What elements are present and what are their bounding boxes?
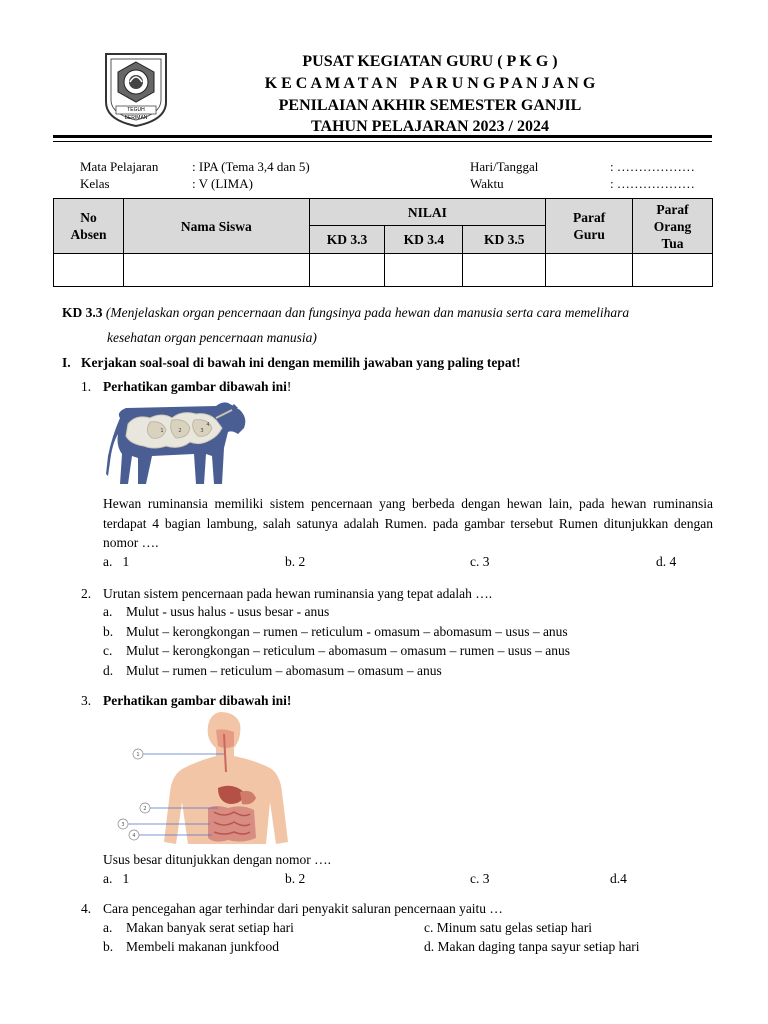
nama-siswa-cell[interactable] [123, 254, 309, 287]
q4-option-b[interactable]: Membeli makanan junkfood [126, 939, 279, 954]
q3-option-a[interactable]: a. 1 [103, 871, 130, 886]
nama-siswa-header: Nama Siswa [123, 199, 309, 254]
kd-code: KD 3.3 [62, 305, 103, 320]
q2-option-d-label: d. [103, 663, 114, 678]
paraf-ortu-cell[interactable] [633, 254, 713, 287]
header-line4: TAHUN PELAJARAN 2023 / 2024 [311, 118, 549, 135]
q1-text: Hewan ruminansia memiliki sistem pencernaan yang berbeda dengan hewan lain, pada hewan ruminansia terdapat 4 bagian lambung, salah satunya adalah Rumen. pada gambar tersebut Rumen ditunjukkan dengan nomor …. [103, 496, 713, 550]
q2-text: Urutan sistem pencernaan pada hewan ruminansia yang tepat adalah …. [103, 586, 493, 601]
q3-number: 3. [81, 693, 92, 708]
q4-option-c[interactable]: c. Minum satu gelas setiap hari [424, 920, 592, 935]
waktu-value: : ……………… [610, 176, 695, 191]
q2-option-b[interactable]: Mulut – kerongkongan – rumen – reticulum - omasum – abomasum – usus – anus [126, 624, 568, 639]
kd33-header: KD 3.3 [309, 226, 385, 254]
q1-title-end: ! [286, 379, 292, 394]
cow-label-1: 1 [160, 428, 164, 434]
q2-number: 2. [81, 586, 92, 601]
kd35-cell[interactable] [463, 254, 546, 287]
header-line2: K E C A M A T A N P A R U N G P A N J A N G [264, 75, 596, 92]
q2-option-c[interactable]: Mulut – kerongkongan – reticulum – abomasum – omasum – rumen – usus – anus [126, 643, 570, 658]
q2-option-b-label: b. [103, 624, 114, 639]
q2-option-a-label: a. [103, 604, 113, 619]
kd-desc-1: (Menjelaskan organ pencernaan dan fungsinya pada hewan dan manusia serta cara memelihara [105, 305, 630, 320]
q1-option-c[interactable]: c. 3 [470, 554, 490, 569]
logo-motto: TEGUH BERIMAN [124, 107, 148, 121]
q1-option-d[interactable]: d. 4 [656, 554, 677, 569]
human-label-2: 2 [143, 806, 147, 812]
q3-text: Usus besar ditunjukkan dengan nomor …. [103, 852, 331, 867]
q1-title [103, 378, 291, 395]
cow-digestive-image [106, 396, 256, 488]
q4-option-b-label: b. [103, 939, 114, 954]
q2-option-c-label: c. [103, 643, 113, 658]
kd34-cell[interactable] [385, 254, 463, 287]
q1-title-text: Perhatikan gambar dibawah ini [103, 379, 287, 394]
paraf-guru-cell[interactable] [546, 254, 633, 287]
header-line1: PUSAT KEGIATAN GURU ( P K G ) [302, 53, 558, 70]
q3-option-d[interactable]: d.4 [610, 871, 627, 886]
human-label-3: 3 [121, 822, 125, 828]
cow-label-4: 4 [206, 422, 210, 428]
q4-option-a-label: a. [103, 920, 113, 935]
grade-table [53, 198, 713, 287]
cow-label-2: 2 [178, 428, 182, 434]
human-label-4: 4 [132, 833, 136, 839]
kelas-value: : V (LIMA) [192, 176, 253, 191]
q2-option-d[interactable]: Mulut – rumen – reticulum – abomasum – omasum – anus [126, 663, 442, 678]
hari-label: Hari/Tanggal [470, 159, 539, 174]
nilai-header: NILAI [309, 199, 546, 226]
no-absen-header: No Absen [54, 199, 124, 254]
q2-option-a[interactable]: Mulut - usus halus - usus besar - anus [126, 604, 330, 619]
cow-label-3: 3 [200, 428, 204, 434]
paraf-ortu-header: Paraf Orang Tua [633, 199, 713, 254]
kd-desc-2: kesehatan organ pencernaan manusia) [107, 330, 317, 345]
q1-option-b[interactable]: b. 2 [285, 554, 306, 569]
q1-option-a[interactable]: a. 1 [103, 554, 130, 569]
q4-text: Cara pencegahan agar terhindar dari penyakit saluran pencernaan yaitu … [103, 901, 503, 916]
q3-option-b[interactable]: b. 2 [285, 871, 306, 886]
kd34-header: KD 3.4 [385, 226, 463, 254]
kd33-cell[interactable] [309, 254, 385, 287]
q4-option-a[interactable]: Makan banyak serat setiap hari [126, 920, 294, 935]
q4-number: 4. [81, 901, 92, 916]
section-number: I. [62, 355, 71, 370]
kd-line1 [62, 304, 629, 321]
mapel-value: : IPA (Tema 3,4 dan 5) [192, 159, 310, 174]
hari-value: : ……………… [610, 159, 695, 174]
q3-title: Perhatikan gambar dibawah ini! [103, 693, 292, 708]
kd35-header: KD 3.5 [463, 226, 546, 254]
no-absen-cell[interactable] [54, 254, 124, 287]
header-rule-thin [53, 141, 712, 142]
mapel-label: Mata Pelajaran [80, 159, 159, 174]
human-label-1: 1 [136, 752, 140, 758]
section-instruction: Kerjakan soal-soal di bawah ini dengan memilih jawaban yang paling tepat! [81, 355, 521, 370]
human-digestive-image [104, 712, 304, 848]
kelas-label: Kelas [80, 176, 110, 191]
header-line3: PENILAIAN AKHIR SEMESTER GANJIL [278, 97, 582, 114]
q4-option-d[interactable]: d. Makan daging tanpa sayur setiap hari [424, 939, 640, 954]
waktu-label: Waktu [470, 176, 504, 191]
header-rule-thick [53, 135, 712, 138]
paraf-guru-header: Paraf Guru [546, 199, 633, 254]
q3-option-c[interactable]: c. 3 [470, 871, 490, 886]
q1-number: 1. [81, 379, 92, 394]
school-logo [102, 50, 170, 128]
